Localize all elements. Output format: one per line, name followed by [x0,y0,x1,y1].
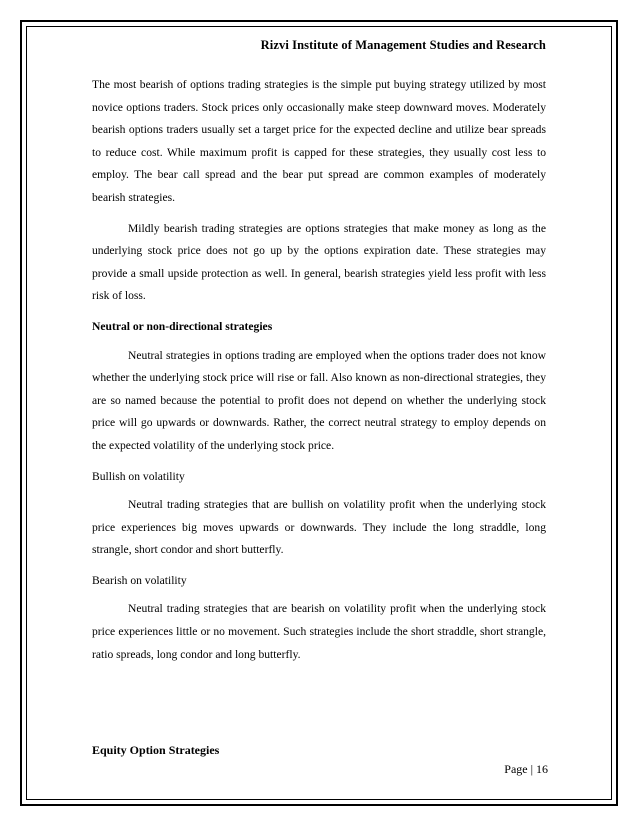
paragraph-bearish-volatility: Neutral trading strategies that are bearish on volatility profit when the underlying stock price experiences little or no movement. Such strategies include the short straddle, short strangle, ratio spreads, long condor and long butterfly. [92,602,546,661]
document-body [92,74,546,666]
section-heading-equity-options: Equity Option Strategies [92,743,220,757]
paragraph-mildly-bearish: Mildly bearish trading strategies are options strategies that make money as long as the underlying stock price does not go up by the options expiration date. These strategies may provide a small upside protection as well. In general, bearish strategies yield less profit with less risk of loss. [92,221,546,303]
paragraph-bullish-volatility: Neutral trading strategies that are bullish on volatility profit when the underlying stock price experiences big moves upwards or downwards. They include the long straddle, long strangle, short condor and short butterfly. [92,498,546,557]
heading-neutral-strategies: Neutral or non-directional strategies [92,319,273,333]
paragraph-bearish-intro: The most bearish of options trading strategies is the simple put buying strategy utilized by most novice options traders. Stock prices only occasionally make steep downward moves. Moderately bearish options traders usually set a target price for the expected decline and utilize bear spreads to reduce cost. While maximum profit is capped for these strategies, they usually cost less to employ. The bear call spread and the bear put spread are common examples of moderately bearish strategies. [92,78,546,204]
page-number: Page | 16 [504,762,548,776]
heading-bearish-volatility: Bearish on volatility [92,573,187,587]
paragraph-neutral-strategies: Neutral strategies in options trading are employed when the options trader does not know whether the underlying stock price will rise or fall. Also known as non-directional strategies, they are so named because the potential to profit does not depend on whether the underlying stock price will go upwards or downwards. Rather, the correct neutral strategy to employ depends on the expected volatility of the underlying stock price. [92,348,546,452]
page-header: Rizvi Institute of Management Studies and Research [260,38,546,52]
heading-bullish-volatility: Bullish on volatility [92,469,185,483]
